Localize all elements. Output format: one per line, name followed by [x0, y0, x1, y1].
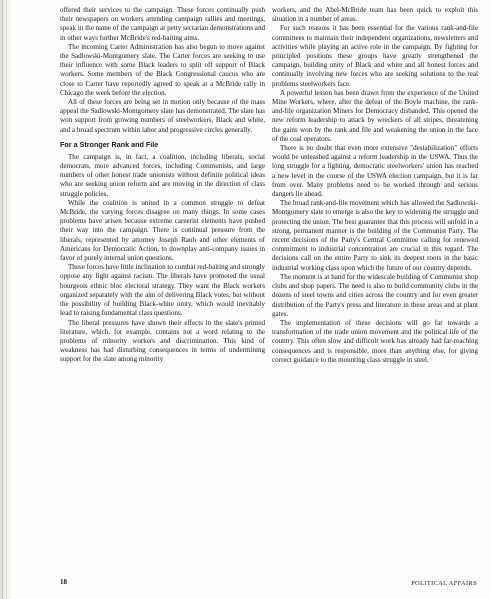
paragraph: There is no doubt that even more extensive "destabilization" efforts would be unleashed against a reform leadership in the USWA. Thus the long struggle for a fighting, democratic steelworkers' union has reached a new level in the course of the USWA election campaign, but it is far from over. Many problems need to be worked through and serious dangers lie ahead. [272, 144, 478, 199]
paragraph: The incoming Carter Administration has also begun to move against the Sadlowski-Montgomery slate. The Carter forces are seeking to use their influence with some Black leaders to split off support of Black workers. Some members of the Black Congressional caucus who are close to Carter have reportedly agreed to speak at a McBride rally in Chicago the week before the election. [60, 42, 265, 97]
paragraph: workers, and the Abel-McBride team has been quick to exploit this situation in a number of areas. [272, 6, 478, 24]
scan-edge [0, 0, 12, 599]
paragraph: A powerful lesson has been drawn from the experience of the United Mine Workers, where, after the defeat of the Boyle machine, the rank-and-file organization Miners for Democracy disbanded. This opened the new reform leadership to attack by wreckers of all stripes, threatening the gains won by the rank and file and weakening the union in the face of the coal operators. [272, 88, 478, 143]
left-column [60, 6, 265, 365]
page-number: 18 [60, 578, 67, 586]
paragraph: For such reasons it has been essential for the various rank-and-file committees to maintain their independent organizations, newsletters and activities while playing an active role in the campaign. By fighting for principled positions these groups have greatly strengthened the campaign, building unity of Black and white and all honest forces and continually involving new forces who are seeking solutions to the real problems steelworkers face. [272, 24, 478, 88]
paragraph: offered their services to the campaign. These forces continually push their newspapers on workers attending campaign rallies and meetings, speak in the name of the campaign at petty sectarian demonstrations and in other ways further McBride's red-baiting aims. [60, 6, 265, 42]
paragraph: While the coalition is united in a common struggle to defeat McBride, the varying forces disagree on many things. In some cases problems have arisen because extreme careerist elements have pushed their way into the campaign. There is continual pressure from the liberals, represented by attorney Joseph Rauh and other elements of Americans for Democratic Action, to downplay anti-company issues in favor of purely internal union questions. [60, 198, 265, 263]
paragraph: The liberal pressures have shown their effects in the slate's printed literature, which, for example, contains not a word relating to the problems of minority workers and discrimination. This kind of weakness has had disturbing consequences in terms of undermining support for the slate among minority [60, 318, 265, 364]
paragraph: The campaign is, in fact, a coalition, including liberals, social democrats, more advanced forces, including Communists, and large numbers of other honest trade unionists without definite political ideas who are seeking union reform and are moving in the direction of class struggle policies. [60, 152, 265, 198]
page-footer [0, 578, 491, 592]
right-column [272, 6, 478, 365]
section-heading: For a Stronger Rank and File [60, 139, 159, 149]
publication-name: POLITICAL AFFAIRS [411, 580, 477, 587]
paragraph: The moment is at hand for the widescale building of Communist shop clubs and shop papers. The need is also to build community clubs in the dozens of steel towns and cities across the country and for even greater distribution of the Party's press and literature in these areas and at plant gates. [272, 272, 478, 318]
paragraph: The implementation of these decisions will go far towards a transformation of the trade union movement and the political life of the country. This often slow and difficult work has already had far-reaching consequences and is responsible, more than anything else, for giving correct guidance to the mounting class struggle in steel. [272, 318, 478, 364]
paragraph: All of these forces are being set in motion only because of the mass appeal the Sadlowski-Montgomery slate has demonstrated. The slate has won support from growing numbers of steelworkers, Black and white, and a broad spectrum within labor and progressive circles generally. [60, 98, 265, 134]
paragraph: These forces have little inclination to combat red-baiting and strongly oppose any fight against racism. The liberals have promoted the usual bourgeois ethnic bloc electoral strategy. They want the Black workers organized separately with the aim of delivering Black votes, but without the possibility of building Black-white unity, which would inevitably lead to raising fundamental class questions. [60, 263, 265, 318]
paragraph: The broad rank-and-file movement which has allowed the Sadlowski-Montgomery slate to emerge is also the key to widening the struggle and protecting the union. The best guarantee that this process will unfold in a strong, permanent manner is the building of the Communist Party. The recent decisions of the Party's Central Committee calling for renewed commitment to industrial concentration are crucial in this regard. The decisions call on the entire Party to sink its deepest roots in the basic industrial working class upon which the future of our country depends. [272, 199, 478, 272]
